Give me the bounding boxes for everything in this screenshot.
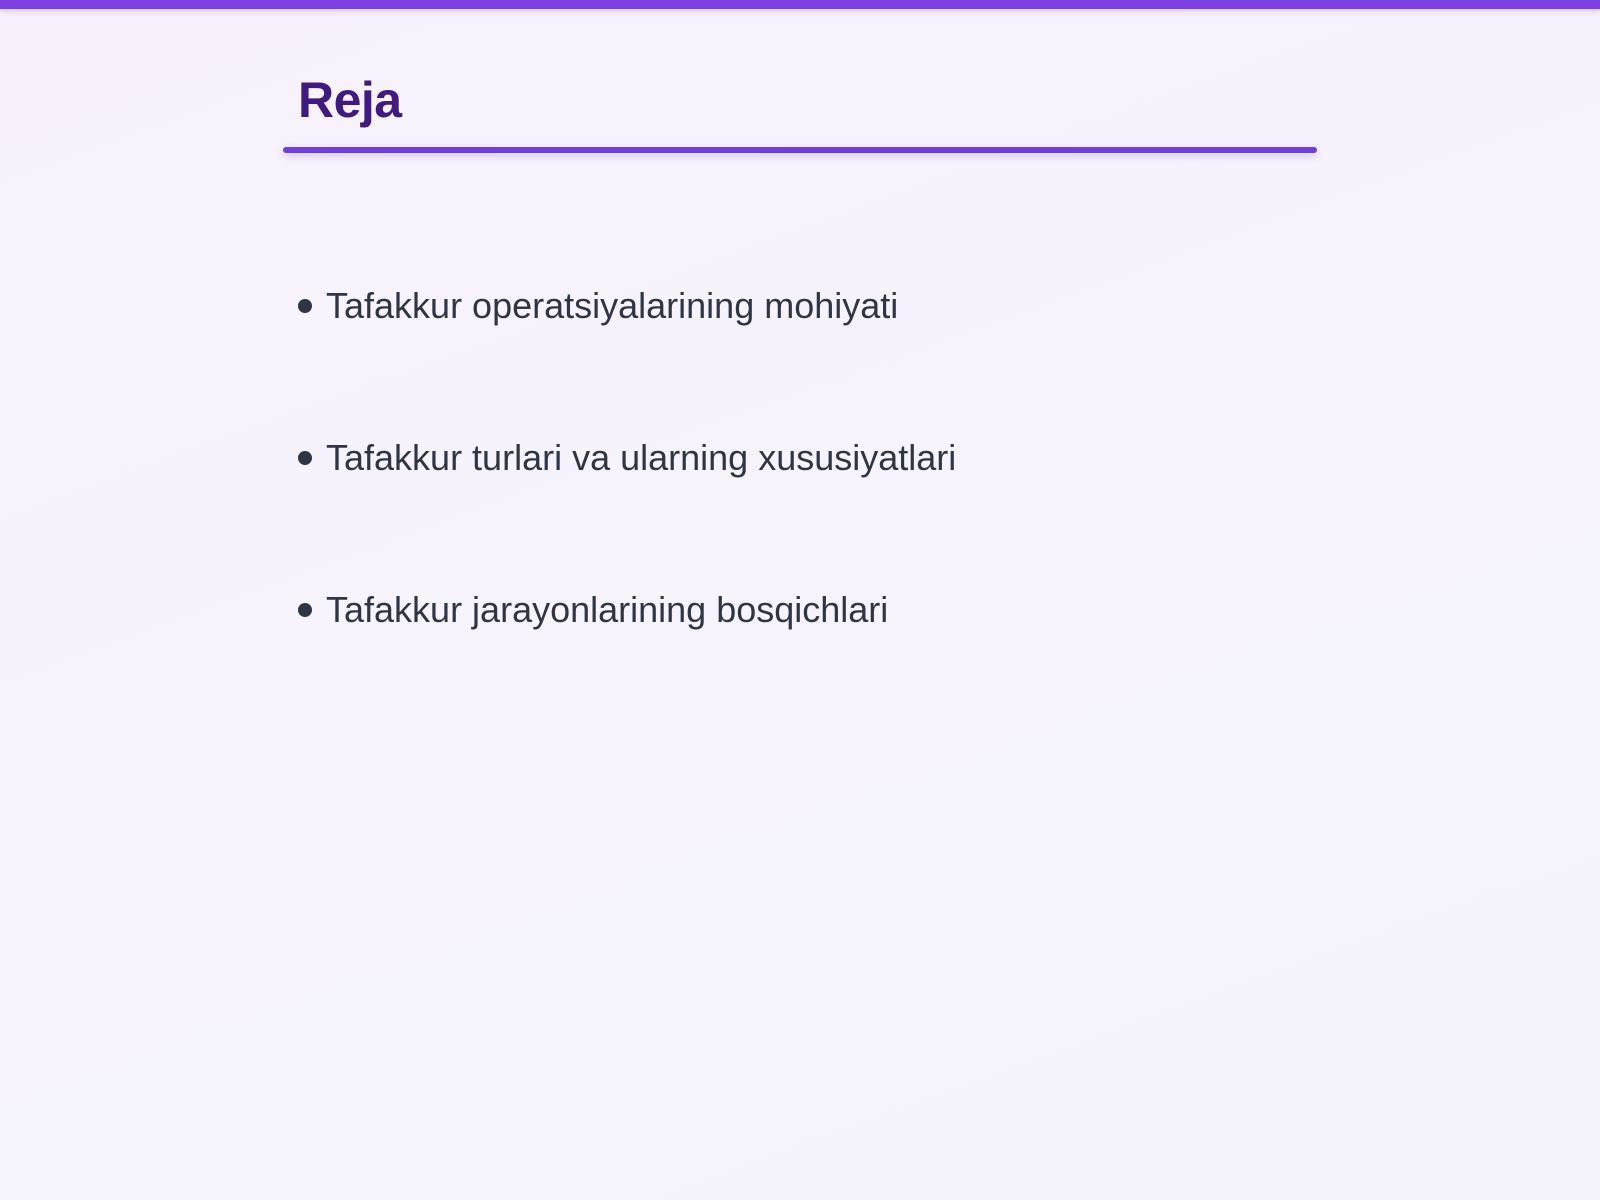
bullet-icon xyxy=(298,299,312,313)
bullet-list xyxy=(298,280,1298,736)
slide-title: Reja xyxy=(298,72,402,128)
list-item xyxy=(298,280,1298,432)
bullet-text: Tafakkur turlari va ularning xususiyatlari xyxy=(326,437,957,478)
bullet-icon xyxy=(298,603,312,617)
list-item xyxy=(298,432,1298,584)
bullet-text: Tafakkur operatsiyalarining mohiyati xyxy=(326,285,899,326)
list-item xyxy=(298,584,1298,736)
bullet-text: Tafakkur jarayonlarining bosqichlari xyxy=(326,589,889,630)
bullet-icon xyxy=(298,451,312,465)
title-underline xyxy=(283,147,1317,153)
